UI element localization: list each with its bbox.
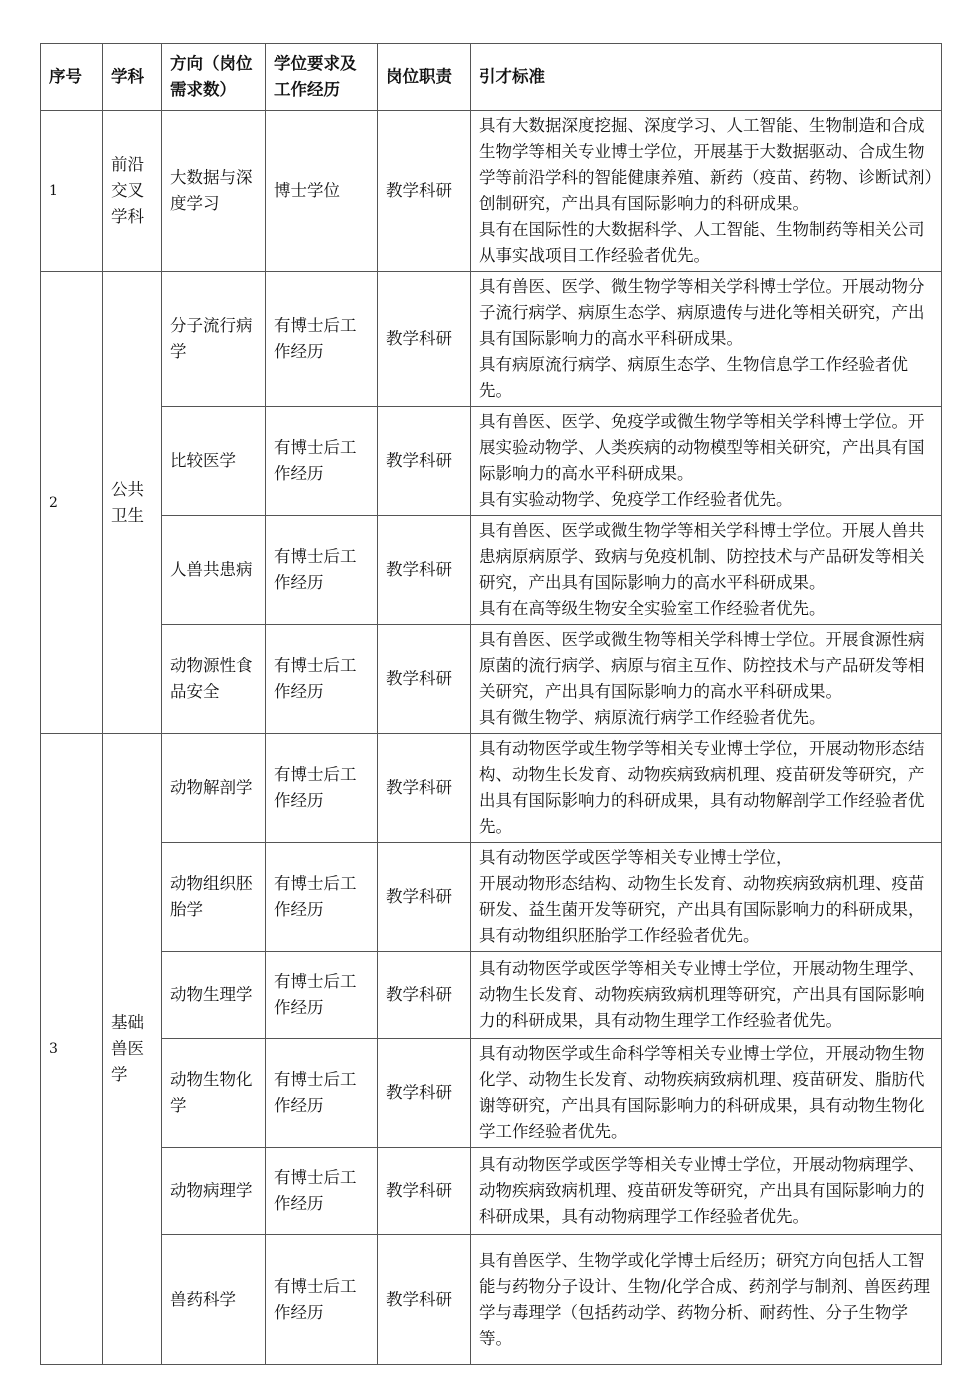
duty-cell: 教学科研	[378, 843, 471, 952]
table-row	[41, 1235, 942, 1365]
criteria-line: 具有病原流行病学、病原生态学、生物信息学工作经验者优先。	[479, 355, 908, 400]
criteria-line: 具有在高等级生物安全实验室工作经验者优先。	[479, 599, 826, 618]
criteria-line: 具有动物医学或医学等相关专业博士学位，	[479, 848, 793, 867]
criteria-cell	[471, 952, 942, 1039]
criteria-line: 具有动物医学或生命科学等相关专业博士学位，开展动物生物化学、动物生长发育、动物疾病致病机理、疫苗研发、脂肪代谢等研究，产出具有国际影响力的科研成果，具有动物生物化学工作经验者优先。	[479, 1044, 925, 1141]
duty-cell: 教学科研	[378, 625, 471, 734]
table-row	[41, 272, 942, 407]
header-no: 序号	[41, 44, 103, 111]
degree-cell: 有博士后工作经历	[266, 1148, 378, 1235]
degree-cell: 有博士后工作经历	[266, 272, 378, 407]
duty-cell: 教学科研	[378, 1235, 471, 1365]
duty-cell: 教学科研	[378, 734, 471, 843]
degree-cell: 博士学位	[266, 111, 378, 272]
header-duty: 岗位职责	[378, 44, 471, 111]
direction-cell: 动物源性食品安全	[162, 625, 266, 734]
table-row	[41, 625, 942, 734]
direction-cell: 动物生物化学	[162, 1039, 266, 1148]
header-row	[41, 44, 942, 111]
table-row	[41, 843, 942, 952]
criteria-cell	[471, 843, 942, 952]
duty-cell: 教学科研	[378, 516, 471, 625]
criteria-cell	[471, 407, 942, 516]
table-row	[41, 734, 942, 843]
direction-cell: 大数据与深度学习	[162, 111, 266, 272]
duty-cell: 教学科研	[378, 1039, 471, 1148]
direction-cell: 分子流行病学	[162, 272, 266, 407]
direction-cell: 兽药科学	[162, 1235, 266, 1365]
direction-cell: 比较医学	[162, 407, 266, 516]
criteria-line: 具有微生物学、病原流行病学工作经验者优先。	[479, 708, 826, 727]
duty-cell: 教学科研	[378, 1148, 471, 1235]
criteria-line: 具有兽医、医学或微生物等相关学科博士学位。开展食源性病原菌的流行病学、病原与宿主互作、防控技术与产品研发等相关研究，产出具有国际影响力的高水平科研成果。	[479, 630, 925, 701]
direction-cell: 动物病理学	[162, 1148, 266, 1235]
duty-cell: 教学科研	[378, 407, 471, 516]
table-row	[41, 952, 942, 1039]
direction-cell: 动物组织胚胎学	[162, 843, 266, 952]
criteria-line: 具有动物医学或医学等相关专业博士学位，开展动物病理学、动物疾病致病机理、疫苗研发等研究，产出具有国际影响力的科研成果，具有动物病理学工作经验者优先。	[479, 1155, 925, 1226]
header-criteria: 引才标准	[471, 44, 942, 111]
header-direction: 方向（岗位需求数）	[162, 44, 266, 111]
header-subject: 学科	[103, 44, 162, 111]
criteria-line: 具有兽医、医学、微生物学等相关学科博士学位。开展动物分子流行病学、病原生态学、病原遗传与进化等相关研究，产出具有国际影响力的高水平科研成果。	[479, 277, 925, 348]
criteria-cell	[471, 734, 942, 843]
criteria-line: 具有动物医学或生物学等相关专业博士学位，开展动物形态结构、动物生长发育、动物疾病致病机理、疫苗研发等研究，产出具有国际影响力的科研成果，具有动物解剖学工作经验者优先。	[479, 739, 925, 836]
degree-cell: 有博士后工作经历	[266, 952, 378, 1039]
duty-cell: 教学科研	[378, 111, 471, 272]
duty-cell: 教学科研	[378, 272, 471, 407]
criteria-cell	[471, 1148, 942, 1235]
criteria-line: 具有动物医学或医学等相关专业博士学位，开展动物生理学、动物生长发育、动物疾病致病机理等研究，产出具有国际影响力的科研成果，具有动物生理学工作经验者优先。	[479, 959, 925, 1030]
degree-cell: 有博士后工作经历	[266, 1039, 378, 1148]
degree-cell: 有博士后工作经历	[266, 407, 378, 516]
criteria-cell	[471, 625, 942, 734]
header-degree: 学位要求及工作经历	[266, 44, 378, 111]
row-number: 1	[41, 111, 103, 272]
criteria-cell	[471, 1039, 942, 1148]
criteria-line: 具有兽医学、生物学或化学博士后经历；研究方向包括人工智能与药物分子设计、生物/化学合成、药剂学与制剂、兽医药理学与毒理学（包括药动学、药物分析、耐药性、分子生物学等。	[479, 1250, 931, 1348]
direction-cell: 动物生理学	[162, 952, 266, 1039]
criteria-cell	[471, 516, 942, 625]
row-number: 3	[41, 734, 103, 1365]
direction-cell: 动物解剖学	[162, 734, 266, 843]
subject-cell: 基础兽医学	[103, 734, 162, 1365]
criteria-line: 具有在国际性的大数据科学、人工智能、生物制药等相关公司从事实战项目工作经验者优先。	[479, 220, 925, 265]
criteria-line: 具有实验动物学、免疫学工作经验者优先。	[479, 490, 793, 509]
table-row	[41, 1039, 942, 1148]
criteria-line: 具有兽医、医学或微生物学等相关学科博士学位。开展人兽共患病原病原学、致病与免疫机制、防控技术与产品研发等相关研究，产出具有国际影响力的高水平科研成果。	[479, 521, 925, 592]
table-row	[41, 111, 942, 272]
criteria-line: 具有兽医、医学、免疫学或微生物学等相关学科博士学位。开展实验动物学、人类疾病的动物模型等相关研究，产出具有国际影响力的高水平科研成果。	[479, 412, 925, 483]
criteria-cell	[471, 272, 942, 407]
subject-cell: 前沿交叉学科	[103, 111, 162, 272]
degree-cell: 有博士后工作经历	[266, 843, 378, 952]
degree-cell: 有博士后工作经历	[266, 516, 378, 625]
table-row	[41, 516, 942, 625]
degree-cell: 有博士后工作经历	[266, 1235, 378, 1365]
criteria-line: 具有大数据深度挖掘、深度学习、人工智能、生物制造和合成生物学等相关专业博士学位，开展基于大数据驱动、合成生物学等前沿学科的智能健康养殖、新药（疫苗、药物、诊断试剂）创制研究，产出具有国际影响力的科研成果。	[479, 116, 933, 213]
criteria-cell	[471, 1235, 942, 1365]
duty-cell: 教学科研	[378, 952, 471, 1039]
recruitment-table	[40, 43, 942, 1365]
criteria-line: 开展动物形态结构、动物生长发育、动物疾病致病机理、疫苗研发、益生菌开发等研究，产出具有国际影响力的科研成果，具有动物组织胚胎学工作经验者优先。	[479, 874, 925, 945]
table-row	[41, 1148, 942, 1235]
table-row	[41, 407, 942, 516]
degree-cell: 有博士后工作经历	[266, 625, 378, 734]
subject-cell: 公共卫生	[103, 272, 162, 734]
direction-cell: 人兽共患病	[162, 516, 266, 625]
degree-cell: 有博士后工作经历	[266, 734, 378, 843]
row-number: 2	[41, 272, 103, 734]
criteria-cell	[471, 111, 942, 272]
